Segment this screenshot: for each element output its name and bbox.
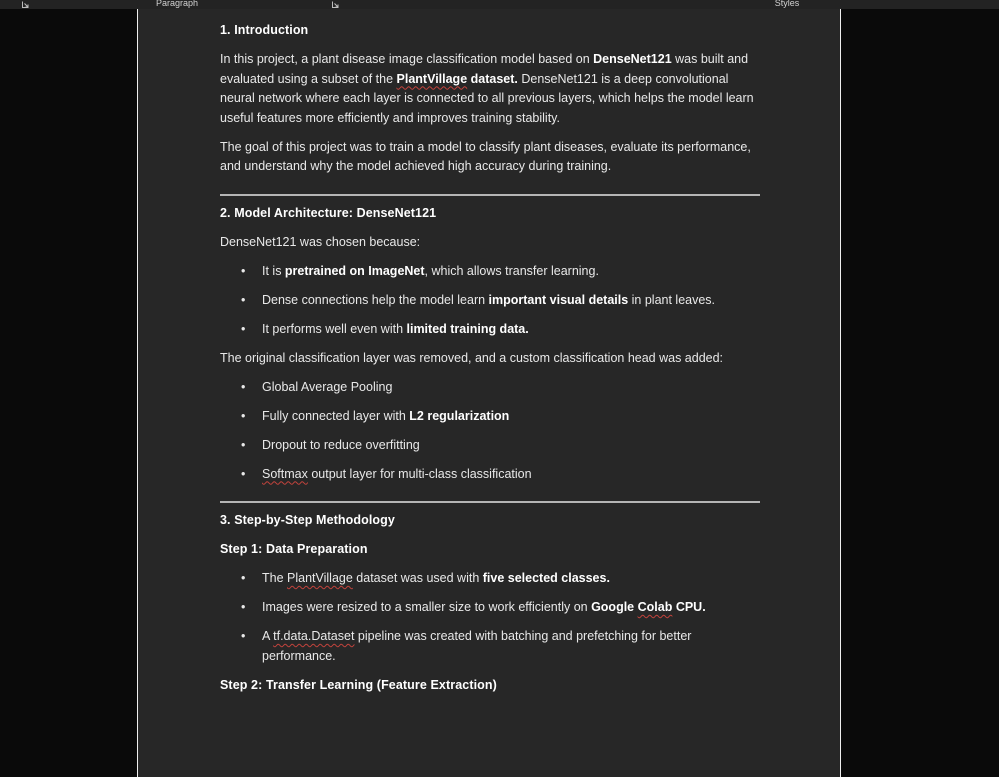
heading [220, 540, 760, 560]
horizontal-rule [220, 194, 760, 196]
text-run: The [262, 571, 288, 585]
bullet-item [220, 291, 760, 311]
text-run: L2 regularization [409, 408, 510, 423]
bullet-marker: • [241, 408, 246, 423]
text-run: in plant leaves. [628, 292, 716, 307]
document-content [138, 9, 840, 695]
text-run: dataset was used with [352, 571, 483, 585]
text-run: limited training data. [406, 321, 529, 336]
text-run: 3. Step-by-Step Methodology [220, 513, 395, 527]
editor-canvas [0, 9, 999, 777]
ribbon-group-label-styles: Styles [774, 0, 800, 8]
text-run: The original classification layer was removed, and a custom classification head was added: [220, 350, 724, 365]
bullet-marker: • [241, 600, 246, 614]
text-run: It performs well even with [262, 321, 407, 336]
text-run: In this project, a plant disease image classification model based on [220, 52, 594, 66]
text-run: pretrained on ImageNet [284, 263, 425, 278]
text-run: important visual details [488, 292, 629, 307]
text-run: Google [591, 600, 638, 614]
text-run: A [262, 629, 274, 643]
styles-dialog-launcher-button[interactable] [331, 0, 340, 9]
text-run: pipeline was created with batching and prefetching for better performance. [262, 629, 692, 663]
bullet-item [220, 598, 760, 618]
heading [220, 511, 760, 531]
text-run: dataset. [467, 71, 518, 86]
bullet-marker: • [241, 263, 246, 278]
ribbon-group-label-paragraph: Paragraph [155, 0, 199, 8]
heading [220, 21, 760, 41]
bullet-item [220, 465, 760, 485]
text-run: Dropout to reduce overfitting [262, 437, 420, 452]
bullet-item [220, 320, 760, 340]
paragraph-dialog-launcher-button[interactable] [21, 0, 30, 9]
text-run: The goal of this project was to train a model to classify plant diseases, evaluate its performance, and understand why the model achieved high accuracy during training. [220, 139, 751, 173]
text-run: , which allows transfer learning. [424, 263, 599, 278]
text-run: was built and evaluated using a subset of the [220, 52, 749, 86]
horizontal-rule [220, 501, 760, 503]
text-run: Images were resized to a smaller size to work efficiently on [262, 600, 592, 614]
bullet-item [220, 436, 760, 456]
text-run: Softmax [262, 466, 308, 481]
ribbon-bottom-strip [0, 0, 999, 9]
document-page[interactable] [137, 9, 841, 777]
heading [220, 204, 760, 224]
text-run: Step 2: Transfer Learning (Feature Extraction) [220, 677, 497, 692]
bullet-item [220, 569, 760, 589]
text-run: output layer for multi-class classification [307, 466, 532, 481]
text-run: CPU. [672, 600, 706, 614]
paragraph [220, 233, 760, 253]
dialog-launcher-icon [331, 0, 340, 9]
dialog-launcher-icon [21, 0, 30, 9]
bullet-item [220, 262, 760, 282]
bullet-item [220, 627, 760, 666]
text-run: Dense connections help the model learn [262, 292, 489, 307]
bullet-item [220, 378, 760, 398]
bullet-marker: • [241, 292, 246, 307]
text-run: PlantVillage [287, 571, 353, 585]
bullet-marker: • [241, 379, 246, 394]
paragraph [220, 50, 760, 128]
heading [220, 676, 760, 696]
bullet-marker: • [241, 437, 246, 452]
bullet-item [220, 407, 760, 427]
text-run: DenseNet121 was chosen because: [220, 234, 421, 249]
bullet-marker: • [241, 466, 246, 481]
text-run: tf.data.Dataset [273, 629, 355, 643]
text-run: five selected classes. [482, 571, 610, 585]
paragraph [220, 138, 760, 177]
text-run: 1. Introduction [220, 23, 309, 37]
text-run: 2. Model Architecture: DenseNet121 [220, 205, 437, 220]
text-run: PlantVillage [396, 71, 468, 86]
text-run: DenseNet121 [593, 52, 672, 66]
bullet-marker: • [241, 321, 246, 336]
paragraph [220, 349, 760, 369]
text-run: Step 1: Data Preparation [220, 542, 368, 556]
text-run: It is [262, 263, 285, 278]
text-run: Colab [637, 600, 673, 614]
bullet-marker: • [241, 571, 246, 585]
bullet-marker: • [241, 629, 246, 643]
text-run: Fully connected layer with [262, 408, 410, 423]
text-run: DenseNet121 is a deep convolutional neural network where each layer is connected to all previous layers, which helps the model learn useful features more efficiently and improves training stability. [220, 71, 754, 125]
text-run: Global Average Pooling [262, 379, 393, 394]
